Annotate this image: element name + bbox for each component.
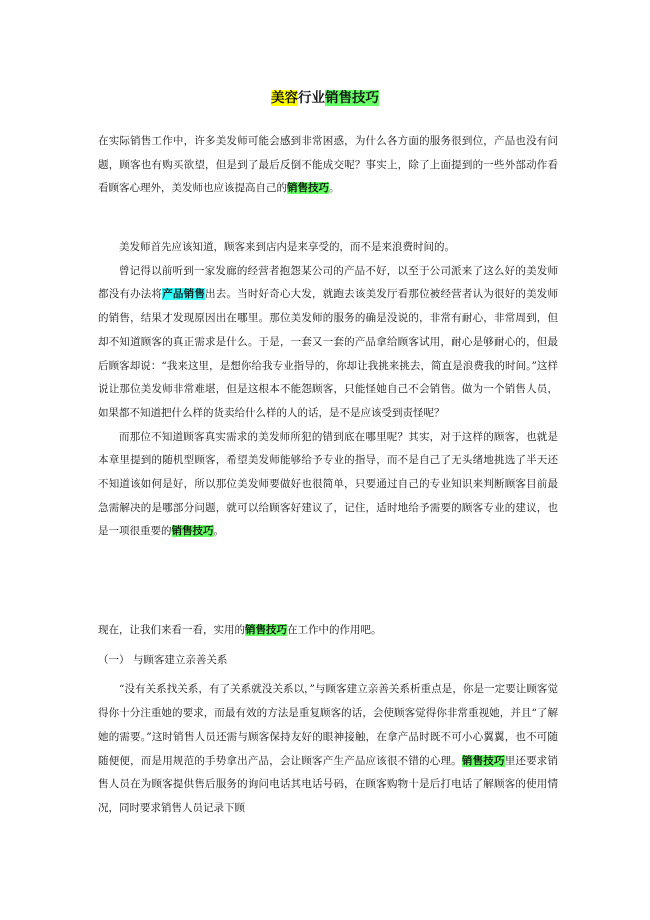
paragraph-4-keyword: 销售技巧 (171, 525, 214, 538)
section-title: 与顾客建立亲善关系 (132, 653, 228, 666)
paragraph-6-keyword: 销售技巧 (461, 754, 505, 767)
paragraph-6 (98, 678, 558, 820)
intro-keyword: 销售技巧 (287, 182, 329, 195)
paragraph-5-text-a: 现在，让我们来看一看，实用的 (98, 624, 245, 636)
body-block (98, 236, 558, 544)
title-part-beauty: 美容 (271, 90, 298, 106)
paragraph-4-end: 。 (213, 525, 224, 538)
intro-paragraph (98, 130, 558, 201)
paragraph-4 (98, 426, 558, 545)
paragraph-3-text-b: 出去。当时好奇心大发，就跑去该美发厅看那位被经营者认为很好的美发师的销售，结果才发现原因出在哪里。那位美发师的服务的确是没说的，非常有耐心，非常周到，但却不知道顾客的真正需求是什么。于是，一套又一套的产品拿给顾客试用，耐心是够耐心的，但最后顾客却说：“我来这里，是想你给我专业指导的，你却让我挑来挑去，简直是浪费我的时间。”这样说让那位美发师非常难堪，但是这根本不能怨顾客，只能怪她自己不会销售。做为一个销售人员，如果都不知道把什么样的货卖给什么样的人的话，是不是应该受到责怪呢？ (98, 288, 559, 419)
paragraph-5 (98, 619, 558, 643)
title-part-industry: 行业 (298, 90, 325, 106)
section-number: （一） (98, 653, 130, 666)
title-part-sales-skills: 销售技巧 (325, 90, 379, 106)
paragraph-5-text-b: 在工作中的作用吧。 (287, 624, 382, 636)
paragraph-6-text-a: “没有关系找关系，有了关系就没关系以，”与顾客建立亲善关系析重点是，你是一定要让顾客觉得你十分注重她的要求，而最有效的方法是重复顾客的话，会使顾客觉得你非常重视她，并且“了解她的需要。”这时销售人员还需与顾客保持友好的眼神接触，在拿产品时既不可小心翼翼，也不可随随便便，而是用规范的手势拿出产品，会让顾客产生产品应该很不错的心理。 (98, 683, 558, 767)
document-title (0, 86, 650, 106)
paragraph-3 (98, 260, 558, 426)
paragraph-5-keyword: 销售技巧 (245, 624, 287, 636)
section-heading-1 (98, 649, 558, 673)
paragraph-4-text: 而那位不知道顾客真实需求的美发师所犯的错到底在哪里呢？其实，对于这样的顾客，也就是本章里提到的随机型顾客，希望美发师能够给予专业的指导，而不是自己了无头绪地挑选了半天还不知道该如何是好，所以那位美发师要做好也很简单，只要通过自己的专业知识来判断顾客目前最急需解决的是哪部分问题，就可以给顾客好建议了，记住，适时地给予需要的顾客专业的建议，也是一项很重要的 (98, 430, 558, 538)
section-block (98, 619, 558, 821)
paragraph-3-keyword: 产品销售 (162, 288, 206, 301)
paragraph-6-text-b: 里还要求销售人员在为顾客提供售后服务的询问电话其电话号码，在顾客购物十是后打电话了解顾客的使用情况，同时要求销售人员记录下顾 (98, 754, 559, 814)
intro-text: 在实际销售工作中，许多美发师可能会感到非常困惑，为什么各方面的服务很到位，产品也没有问题，顾客也有购买欲望，但是到了最后反倒不能成交呢？事实上，除了上面提到的一些外部动作看看顾客心理外，美发师也应该提高自己的 (98, 135, 558, 195)
intro-block (98, 130, 558, 201)
paragraph-2: 美发师首先应该知道，顾客来到店内是来享受的，而不是来浪费时间的。 (119, 241, 455, 253)
intro-end: 。 (329, 182, 340, 195)
paragraph-3-text-a: 曾记得以前听到一家发廊的经营者抱怨某公司的产品不好，以至于公司派来了这么好的美发师都没有办法将 (98, 264, 558, 301)
